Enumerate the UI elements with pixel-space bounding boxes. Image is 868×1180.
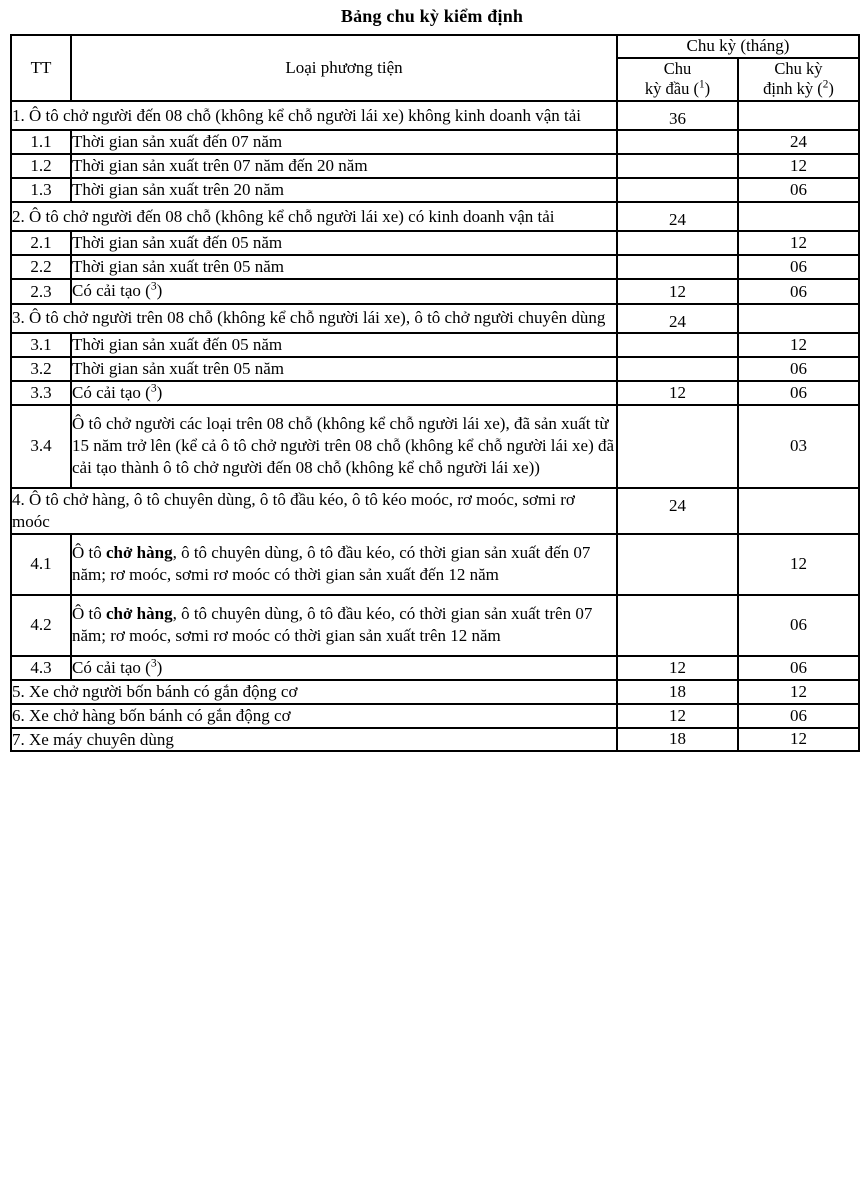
first-cycle-line1: Chu [663,58,692,78]
periodic-cycle-value: 06 [738,178,859,202]
description-close-paren: ) [156,281,163,301]
periodic-cycle-value: 06 [738,381,859,405]
section-label: 1. Ô tô chở người đến 08 chỗ (không kể chỗ người lái xe) không kinh doanh vận tải [11,101,617,130]
row-description: Ô tô chở người các loại trên 08 chỗ (không kể chỗ người lái xe), đã sản xuất từ 15 năm trở lên (kể cả ô tô chở người trên 08 chỗ (không kể chỗ người lái xe) đã cải tạo thành ô tô chở người đến 08 chỗ (không kể chỗ người lái xe)) [71,405,617,488]
first-cycle-value [617,534,738,595]
periodic-cycle-value: 06 [738,704,859,728]
periodic-cycle-line2: định kỳ ( [763,79,823,99]
periodic-cycle-value: 03 [738,405,859,488]
periodic-cycle-value: 12 [738,534,859,595]
section-label: 7. Xe máy chuyên dùng [11,728,617,752]
first-cycle-value: 24 [617,488,738,534]
row-description: Thời gian sản xuất đến 07 năm [71,130,617,154]
first-cycle-value [617,255,738,279]
table-body [11,101,859,751]
first-cycle-value [617,595,738,656]
row-index: 1.3 [11,178,71,202]
row-index: 4.1 [11,534,71,595]
first-cycle-value [617,405,738,488]
table-section-row [11,304,859,333]
row-description: Thời gian sản xuất đến 05 năm [71,333,617,357]
section-label: 6. Xe chở hàng bốn bánh có gắn động cơ [11,704,617,728]
table-row [11,154,859,178]
table-row [11,357,859,381]
footnote-marker-2: 2 [822,78,829,91]
first-cycle-value: 18 [617,728,738,752]
inspection-cycle-table [10,34,860,752]
row-description: Thời gian sản xuất trên 20 năm [71,178,617,202]
table-row [11,231,859,255]
periodic-cycle-value [738,304,859,333]
periodic-cycle-line1: Chu kỳ [774,58,823,78]
footnote-marker-1: 1 [698,78,705,91]
table-section-row [11,101,859,130]
row-index: 3.2 [11,357,71,381]
row-index: 2.3 [11,279,71,303]
description-suffix: , ô tô chuyên dùng, ô tô đầu kéo, có thời gian sản xuất trên 07 năm; rơ moóc, sơmi rơ moóc có thời gian sản xuất trên 12 năm [72,603,593,645]
description-emphasis: chở hàng [106,542,173,562]
table-section-row [11,680,859,704]
section-label: 5. Xe chở người bốn bánh có gắn động cơ [11,680,617,704]
description-text: Có cải tạo ( [72,281,151,301]
description-emphasis: chở hàng [106,603,173,623]
first-cycle-line2: kỳ đầu ( [644,79,699,99]
header-row-top [11,35,859,58]
row-index: 3.4 [11,405,71,488]
periodic-cycle-value: 24 [738,130,859,154]
column-header-cycle-group: Chu kỳ (tháng) [617,35,859,58]
section-label: 4. Ô tô chở hàng, ô tô chuyên dùng, ô tô đầu kéo, ô tô kéo moóc, rơ moóc, sơmi rơ moóc [11,488,617,534]
table-row [11,130,859,154]
periodic-cycle-value [738,101,859,130]
first-cycle-value [617,130,738,154]
table-header [11,35,859,101]
row-description: Thời gian sản xuất trên 05 năm [71,357,617,381]
periodic-cycle-value: 12 [738,231,859,255]
page-title: Bảng chu kỳ kiểm định [340,6,524,26]
table-section-row [11,488,859,534]
section-label: 2. Ô tô chở người đến 08 chỗ (không kể chỗ người lái xe) có kinh doanh vận tải [11,202,617,231]
first-cycle-value: 12 [617,279,738,303]
periodic-cycle-value: 12 [738,680,859,704]
footnote-marker-3: 3 [150,656,157,670]
row-description: Thời gian sản xuất đến 05 năm [71,231,617,255]
description-close-paren: ) [156,657,163,677]
row-index: 3.1 [11,333,71,357]
first-cycle-value: 12 [617,381,738,405]
table-row [11,333,859,357]
description-text: Có cải tạo ( [72,657,151,677]
periodic-cycle-value: 06 [738,595,859,656]
row-description [71,656,617,680]
periodic-cycle-value [738,488,859,534]
description-text: Có cải tạo ( [72,382,151,402]
row-description [71,381,617,405]
periodic-cycle-close: ) [828,79,834,99]
periodic-cycle-value: 12 [738,333,859,357]
section-label: 3. Ô tô chở người trên 08 chỗ (không kể chỗ người lái xe), ô tô chở người chuyên dùng [11,304,617,333]
first-cycle-value [617,178,738,202]
periodic-cycle-value: 06 [738,255,859,279]
periodic-cycle-value: 06 [738,656,859,680]
periodic-cycle-value [738,202,859,231]
first-cycle-value: 12 [617,704,738,728]
first-cycle-value [617,154,738,178]
row-description [71,595,617,656]
footnote-marker-3: 3 [150,279,157,293]
first-cycle-value [617,357,738,381]
row-index: 2.2 [11,255,71,279]
table-row [11,279,859,303]
first-cycle-value: 12 [617,656,738,680]
table-row [11,595,859,656]
periodic-cycle-value: 06 [738,357,859,381]
table-row [11,656,859,680]
description-suffix: , ô tô chuyên dùng, ô tô đầu kéo, có thời gian sản xuất đến 07 năm; rơ moóc, sơmi rơ moóc có thời gian sản xuất đến 12 năm [72,542,591,584]
table-section-row [11,202,859,231]
column-header-vehicle-type: Loại phương tiện [71,35,617,101]
description-prefix: Ô tô [72,603,106,623]
first-cycle-value [617,231,738,255]
table-row [11,405,859,488]
table-row [11,381,859,405]
row-description [71,534,617,595]
row-index: 1.2 [11,154,71,178]
row-description: Thời gian sản xuất trên 05 năm [71,255,617,279]
column-header-tt: TT [11,35,71,101]
row-index: 2.1 [11,231,71,255]
first-cycle-value: 24 [617,304,738,333]
row-index: 3.3 [11,381,71,405]
table-row [11,178,859,202]
table-section-row [11,704,859,728]
table-row [11,534,859,595]
table-row [11,255,859,279]
first-cycle-value: 24 [617,202,738,231]
first-cycle-close: ) [704,79,711,99]
row-description: Thời gian sản xuất trên 07 năm đến 20 năm [71,154,617,178]
periodic-cycle-value: 06 [738,279,859,303]
description-prefix: Ô tô [72,542,106,562]
first-cycle-value: 36 [617,101,738,130]
row-index: 4.2 [11,595,71,656]
footnote-marker-3: 3 [150,381,157,395]
first-cycle-value [617,333,738,357]
column-header-first-cycle [617,58,738,101]
column-header-periodic-cycle [738,58,859,101]
description-close-paren: ) [156,382,163,402]
periodic-cycle-value: 12 [738,154,859,178]
row-index: 4.3 [11,656,71,680]
row-description [71,279,617,303]
first-cycle-value: 18 [617,680,738,704]
table-section-row [11,728,859,752]
periodic-cycle-value: 12 [738,728,859,752]
row-index: 1.1 [11,130,71,154]
